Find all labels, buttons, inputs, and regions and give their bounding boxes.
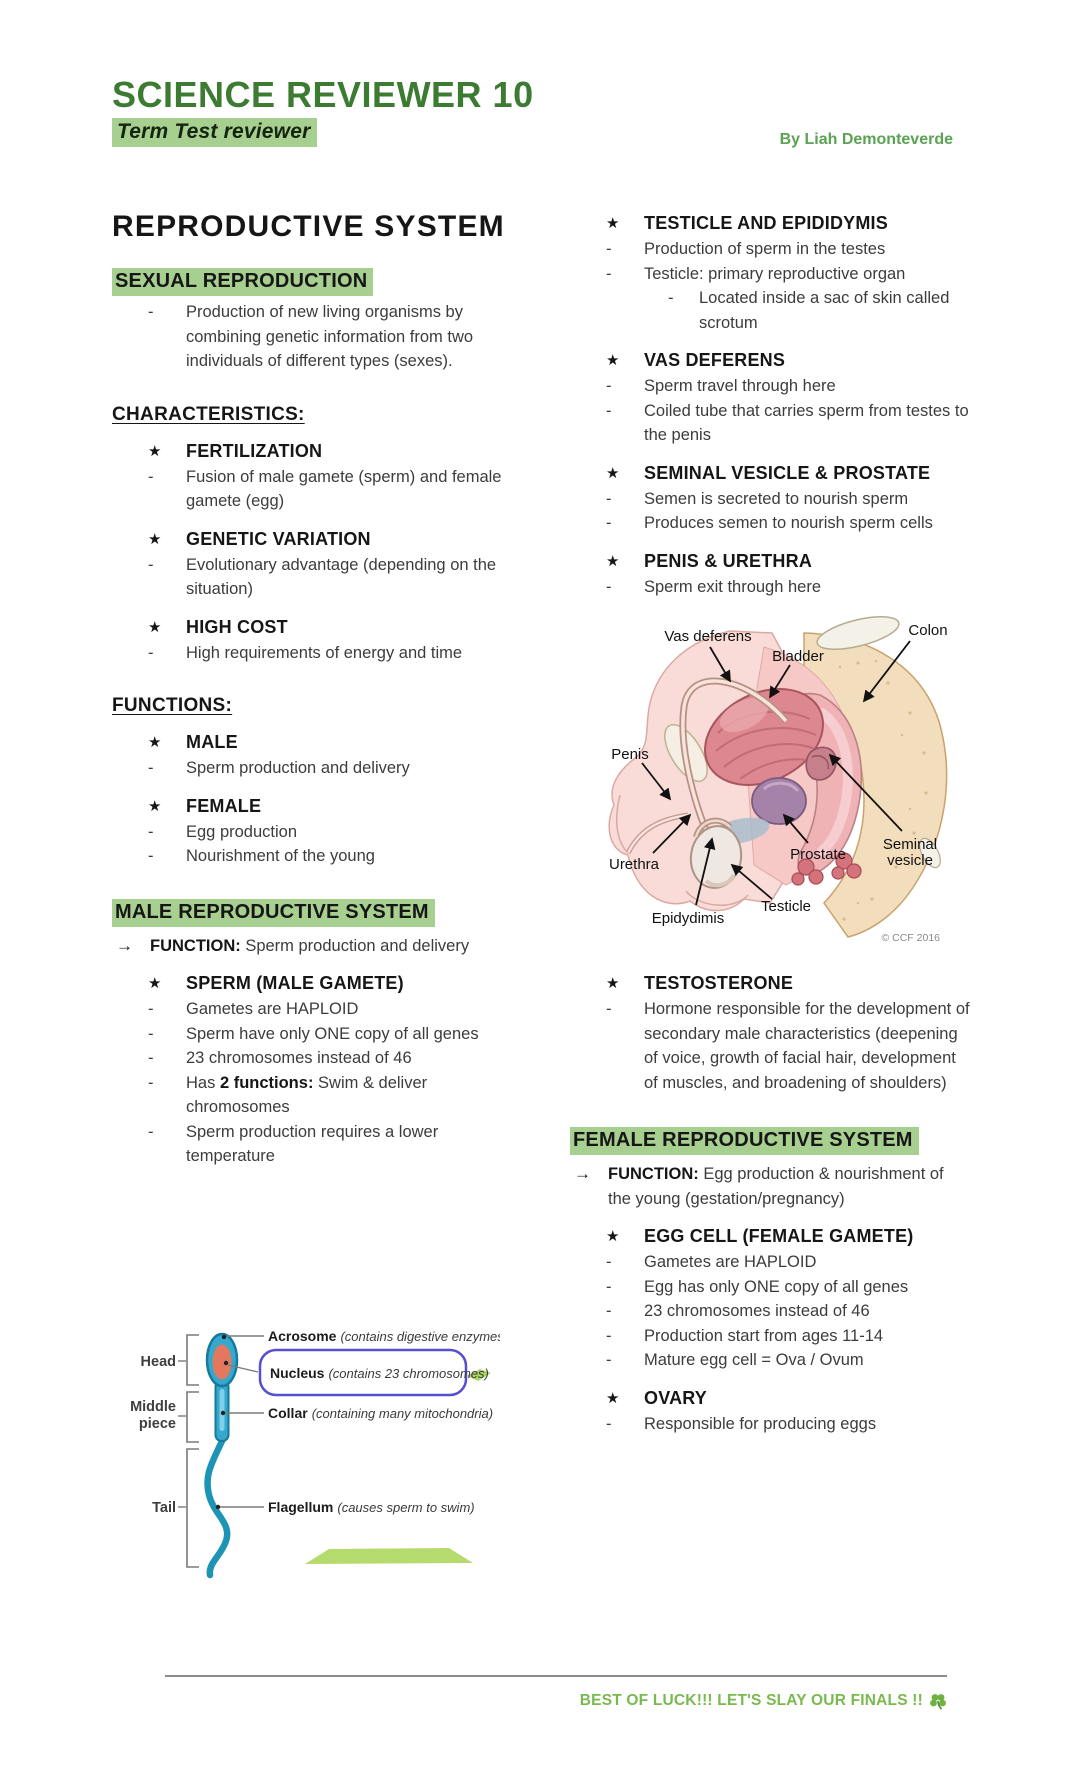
list-item [570, 1250, 970, 1275]
list-item-text: Sperm production and delivery [186, 759, 410, 777]
colon-label: Colon [908, 622, 948, 639]
item-title: GENETIC VARIATION [186, 528, 371, 549]
sperm-cell-figure [128, 1321, 514, 1594]
list-item [112, 820, 514, 845]
seminal-vesicle-shape [806, 747, 836, 780]
list-item-text: 23 chromosomes instead of 46 [186, 1049, 412, 1067]
male-anatomy-figure [558, 603, 970, 953]
item-title: VAS DEFERENS [644, 350, 786, 370]
item-title: TESTOSTERONE [644, 973, 794, 993]
nested-list-item [570, 286, 970, 335]
list-item-title [112, 794, 514, 819]
dash-bullet-icon: - [606, 264, 612, 283]
dash-bullet-icon: - [606, 1253, 612, 1271]
list-item [112, 1071, 514, 1120]
dash-bullet-icon: - [606, 489, 612, 508]
star-bullet-icon: ★ [148, 797, 162, 815]
function-value: Sperm production and delivery [240, 936, 470, 955]
vas-deferens-label: Vas deferens [664, 628, 752, 645]
list-item-text: Gametes are HAPLOID [186, 1000, 359, 1018]
arrow-bullet-icon: → [116, 935, 133, 955]
list-item [570, 1275, 970, 1300]
list-item [570, 487, 970, 512]
list-item [112, 1022, 514, 1047]
right-column [570, 196, 970, 1436]
male-anatomy-diagram [558, 603, 968, 948]
penis-label: Penis [611, 746, 649, 763]
list-item [112, 756, 514, 781]
list-item-title [112, 971, 514, 996]
prostate-shape [752, 778, 806, 824]
acrosome-callout: Acrosome (contains digestive enzymes) [268, 1327, 500, 1344]
seminal-vesicle-label-line2: vesicle [887, 852, 933, 869]
item-title: PENIS & URETHRA [644, 550, 813, 571]
list-item [112, 1120, 514, 1169]
list-item [112, 844, 514, 869]
dash-bullet-icon: - [606, 1277, 612, 1296]
list-item-text: Coiled tube that carries sperm from testes to the penis [644, 401, 969, 444]
list-item-title [112, 615, 514, 640]
star-bullet-icon: ★ [606, 1228, 620, 1245]
item-title: FERTILIZATION [186, 440, 323, 461]
left-column [112, 196, 514, 1594]
dash-bullet-icon: - [148, 1049, 154, 1067]
dash-bullet-icon: - [606, 377, 612, 395]
dash-bullet-icon: - [606, 240, 612, 258]
list-item [570, 997, 970, 1095]
list-item-text: Sperm have only ONE copy of all genes [186, 1024, 479, 1043]
flagellum-callout: Flagellum (causes sperm to swim) [268, 1498, 475, 1515]
middle-piece-label-line2: piece [138, 1415, 176, 1432]
list-item-title [112, 527, 514, 552]
list-item-text: Responsible for producing eggs [644, 1414, 877, 1433]
star-bullet-icon: ★ [148, 618, 162, 636]
section-heading-reproductive-system: REPRODUCTIVE SYSTEM [112, 210, 505, 243]
dash-bullet-icon: - [148, 1122, 154, 1141]
dash-bullet-icon: - [148, 555, 154, 574]
footer-message-text: BEST OF LUCK!!! LET'S SLAY OUR FINALS !! [579, 1692, 923, 1709]
list-item [570, 374, 970, 399]
footer-message [580, 1692, 947, 1710]
star-bullet-icon: ★ [606, 464, 620, 482]
star-bullet-icon: ★ [606, 1389, 620, 1407]
green-highlight-swoosh [305, 1548, 473, 1564]
item-title: SPERM (MALE GAMETE) [186, 973, 404, 993]
star-bullet-icon: ★ [148, 734, 162, 751]
list-item [570, 262, 970, 287]
list-item-text: Production start from ages 11-14 [644, 1326, 884, 1345]
list-item-title [570, 348, 970, 373]
star-bullet-icon: ★ [148, 530, 162, 548]
dash-bullet-icon: - [606, 1000, 612, 1018]
middle-piece-label-line1: Middle [130, 1398, 176, 1415]
seminal-vesicle-label-line1: Seminal [882, 836, 938, 853]
dash-bullet-icon: - [148, 847, 154, 865]
tail-bracket [187, 1449, 199, 1567]
dash-bullet-icon: - [148, 643, 154, 662]
testicle-label: Testicle [760, 898, 812, 915]
urethra-label: Urethra [608, 856, 660, 873]
list-item-text: Semen is secreted to nourish sperm [644, 489, 909, 508]
flagellum-anchor-dot [216, 1504, 220, 1508]
list-item [112, 641, 514, 666]
dash-bullet-icon: - [148, 759, 154, 777]
list-item [570, 1348, 970, 1373]
list-item-text: Production of new living organisms by combining genetic information from two individuals of different types (sexes). [186, 303, 474, 370]
item-title: TESTICLE AND EPIDIDYMIS [644, 213, 888, 233]
list-item-text: Fusion of male gamete (sperm) and female gamete (egg) [186, 467, 502, 510]
prostate-label: Prostate [790, 846, 846, 863]
item-title: FEMALE [186, 795, 262, 816]
function-line [570, 1162, 970, 1211]
page-title: SCIENCE REVIEWER 10 [112, 74, 534, 115]
text-segment: Swim & deliver chromosomes [186, 1073, 428, 1116]
function-label: FUNCTION: [150, 936, 241, 955]
list-item [112, 553, 514, 602]
star-bullet-icon: ★ [148, 975, 162, 992]
star-bullet-icon: ★ [148, 442, 162, 460]
epididymis-label: Epidydimis [651, 910, 725, 927]
item-title: HIGH COST [186, 616, 288, 637]
list-item-title [570, 211, 970, 236]
function-text [150, 934, 469, 959]
item-title: MALE [186, 732, 238, 752]
dash-bullet-icon: - [606, 514, 612, 532]
list-item-text: Located inside a sac of skin called scrotum [699, 289, 950, 332]
list-item-text: Produces semen to nourish sperm cells [644, 514, 933, 532]
dash-bullet-icon: - [148, 1000, 154, 1018]
list-item-text [186, 1071, 514, 1120]
list-item [570, 399, 970, 448]
list-item [112, 465, 514, 514]
list-item [570, 237, 970, 262]
text-segment: Has [186, 1073, 220, 1092]
list-item-text: High requirements of energy and time [186, 643, 463, 662]
list-item [570, 1324, 970, 1349]
list-item [570, 575, 970, 600]
collar-anchor-dot [221, 1410, 225, 1414]
item-title: OVARY [644, 1387, 708, 1408]
list-item-text: Hormone responsible for the development of secondary male characteristics (deepening of voice, growth of facial hair, development of muscles, and broadening of shoulders) [644, 1000, 970, 1092]
dash-bullet-icon: - [606, 1414, 612, 1433]
dash-bullet-icon: - [148, 303, 154, 321]
function-label: FUNCTION: [608, 1165, 699, 1183]
dash-bullet-icon: - [606, 1351, 612, 1369]
list-item [570, 511, 970, 536]
heading-female-reproductive-system: FEMALE REPRODUCTIVE SYSTEM [570, 1127, 919, 1155]
acrosome-anchor-dot [222, 1334, 226, 1338]
list-item-text: Evolutionary advantage (depending on the situation) [186, 555, 497, 598]
list-item-title [570, 1224, 970, 1249]
heading-characteristics: CHARACTERISTICS: [112, 403, 305, 425]
arrow-bullet-icon: → [574, 1164, 591, 1183]
footer-divider [165, 1675, 947, 1677]
function-value: Egg production & nourishment of the young (gestation/pregnancy) [608, 1165, 944, 1208]
sperm-cell-diagram [128, 1321, 500, 1589]
star-bullet-icon: ★ [606, 552, 620, 570]
item-title: EGG CELL (FEMALE GAMETE) [644, 1226, 914, 1246]
dash-bullet-icon: - [606, 1302, 612, 1320]
function-text [608, 1162, 970, 1211]
list-item [112, 1046, 514, 1071]
bladder-label: Bladder [772, 648, 824, 665]
list-item [570, 1412, 970, 1437]
list-item-text: Sperm production requires a lower temperature [186, 1122, 439, 1165]
star-bullet-icon: ★ [606, 352, 620, 369]
heading-male-reproductive-system: MALE REPRODUCTIVE SYSTEM [112, 899, 435, 927]
collar-callout: Collar (containing many mitochondria) [268, 1404, 494, 1421]
dash-bullet-icon: - [606, 577, 612, 596]
list-item-text: Egg production [186, 822, 297, 841]
list-item [112, 997, 514, 1022]
list-item-text: Egg has only ONE copy of all genes [644, 1277, 909, 1296]
page-subtitle: Term Test reviewer [112, 118, 317, 147]
heading-sexual-reproduction: SEXUAL REPRODUCTION [112, 268, 373, 296]
list-item-title [570, 1386, 970, 1411]
list-item-title [112, 439, 514, 464]
byline: By Liah Demonteverde [779, 131, 953, 148]
list-item-text: Sperm travel through here [644, 377, 836, 395]
list-item-title [570, 549, 970, 574]
dash-bullet-icon: - [148, 1073, 154, 1092]
list-item-text: Sperm exit through here [644, 577, 822, 596]
dash-bullet-icon: - [668, 289, 674, 307]
nucleus-callout: Nucleus (contains 23 chromosomes) [270, 1364, 489, 1381]
list-item-text: Mature egg cell = Ova / Ovum [644, 1351, 864, 1369]
item-title: SEMINAL VESICLE & PROSTATE [644, 462, 931, 483]
list-item-text: Production of sperm in the testes [644, 240, 886, 258]
list-item-title [570, 461, 970, 486]
dash-bullet-icon: - [606, 401, 612, 420]
function-line [112, 934, 514, 959]
dash-bullet-icon: - [148, 467, 154, 486]
dash-bullet-icon: - [606, 1326, 612, 1345]
clover-icon [929, 1692, 947, 1710]
figure-credit: © CCF 2016 [881, 932, 940, 944]
sperm-nucleus [213, 1344, 232, 1379]
list-item [112, 300, 514, 374]
list-item-title [570, 971, 970, 996]
sperm-collar-core [220, 1389, 225, 1431]
star-bullet-icon: ★ [606, 975, 620, 992]
dash-bullet-icon: - [148, 1024, 154, 1043]
list-item-text: Gametes are HAPLOID [644, 1253, 817, 1271]
dash-bullet-icon: - [148, 822, 154, 841]
list-item [570, 1299, 970, 1324]
star-bullet-icon: ★ [606, 215, 620, 232]
head-label: Head [140, 1353, 176, 1370]
nucleus-anchor-dot [224, 1360, 228, 1364]
list-item-text: Testicle: primary reproductive organ [644, 264, 906, 283]
head-bracket [187, 1335, 199, 1385]
list-item-text: Nourishment of the young [186, 847, 375, 865]
tail-label: Tail [152, 1499, 176, 1516]
heading-functions: FUNCTIONS: [112, 695, 233, 716]
text-segment-bold: 2 functions: [219, 1073, 314, 1092]
middle-piece-bracket [187, 1392, 199, 1442]
list-item-text: 23 chromosomes instead of 46 [644, 1302, 870, 1320]
list-item-title [112, 730, 514, 755]
